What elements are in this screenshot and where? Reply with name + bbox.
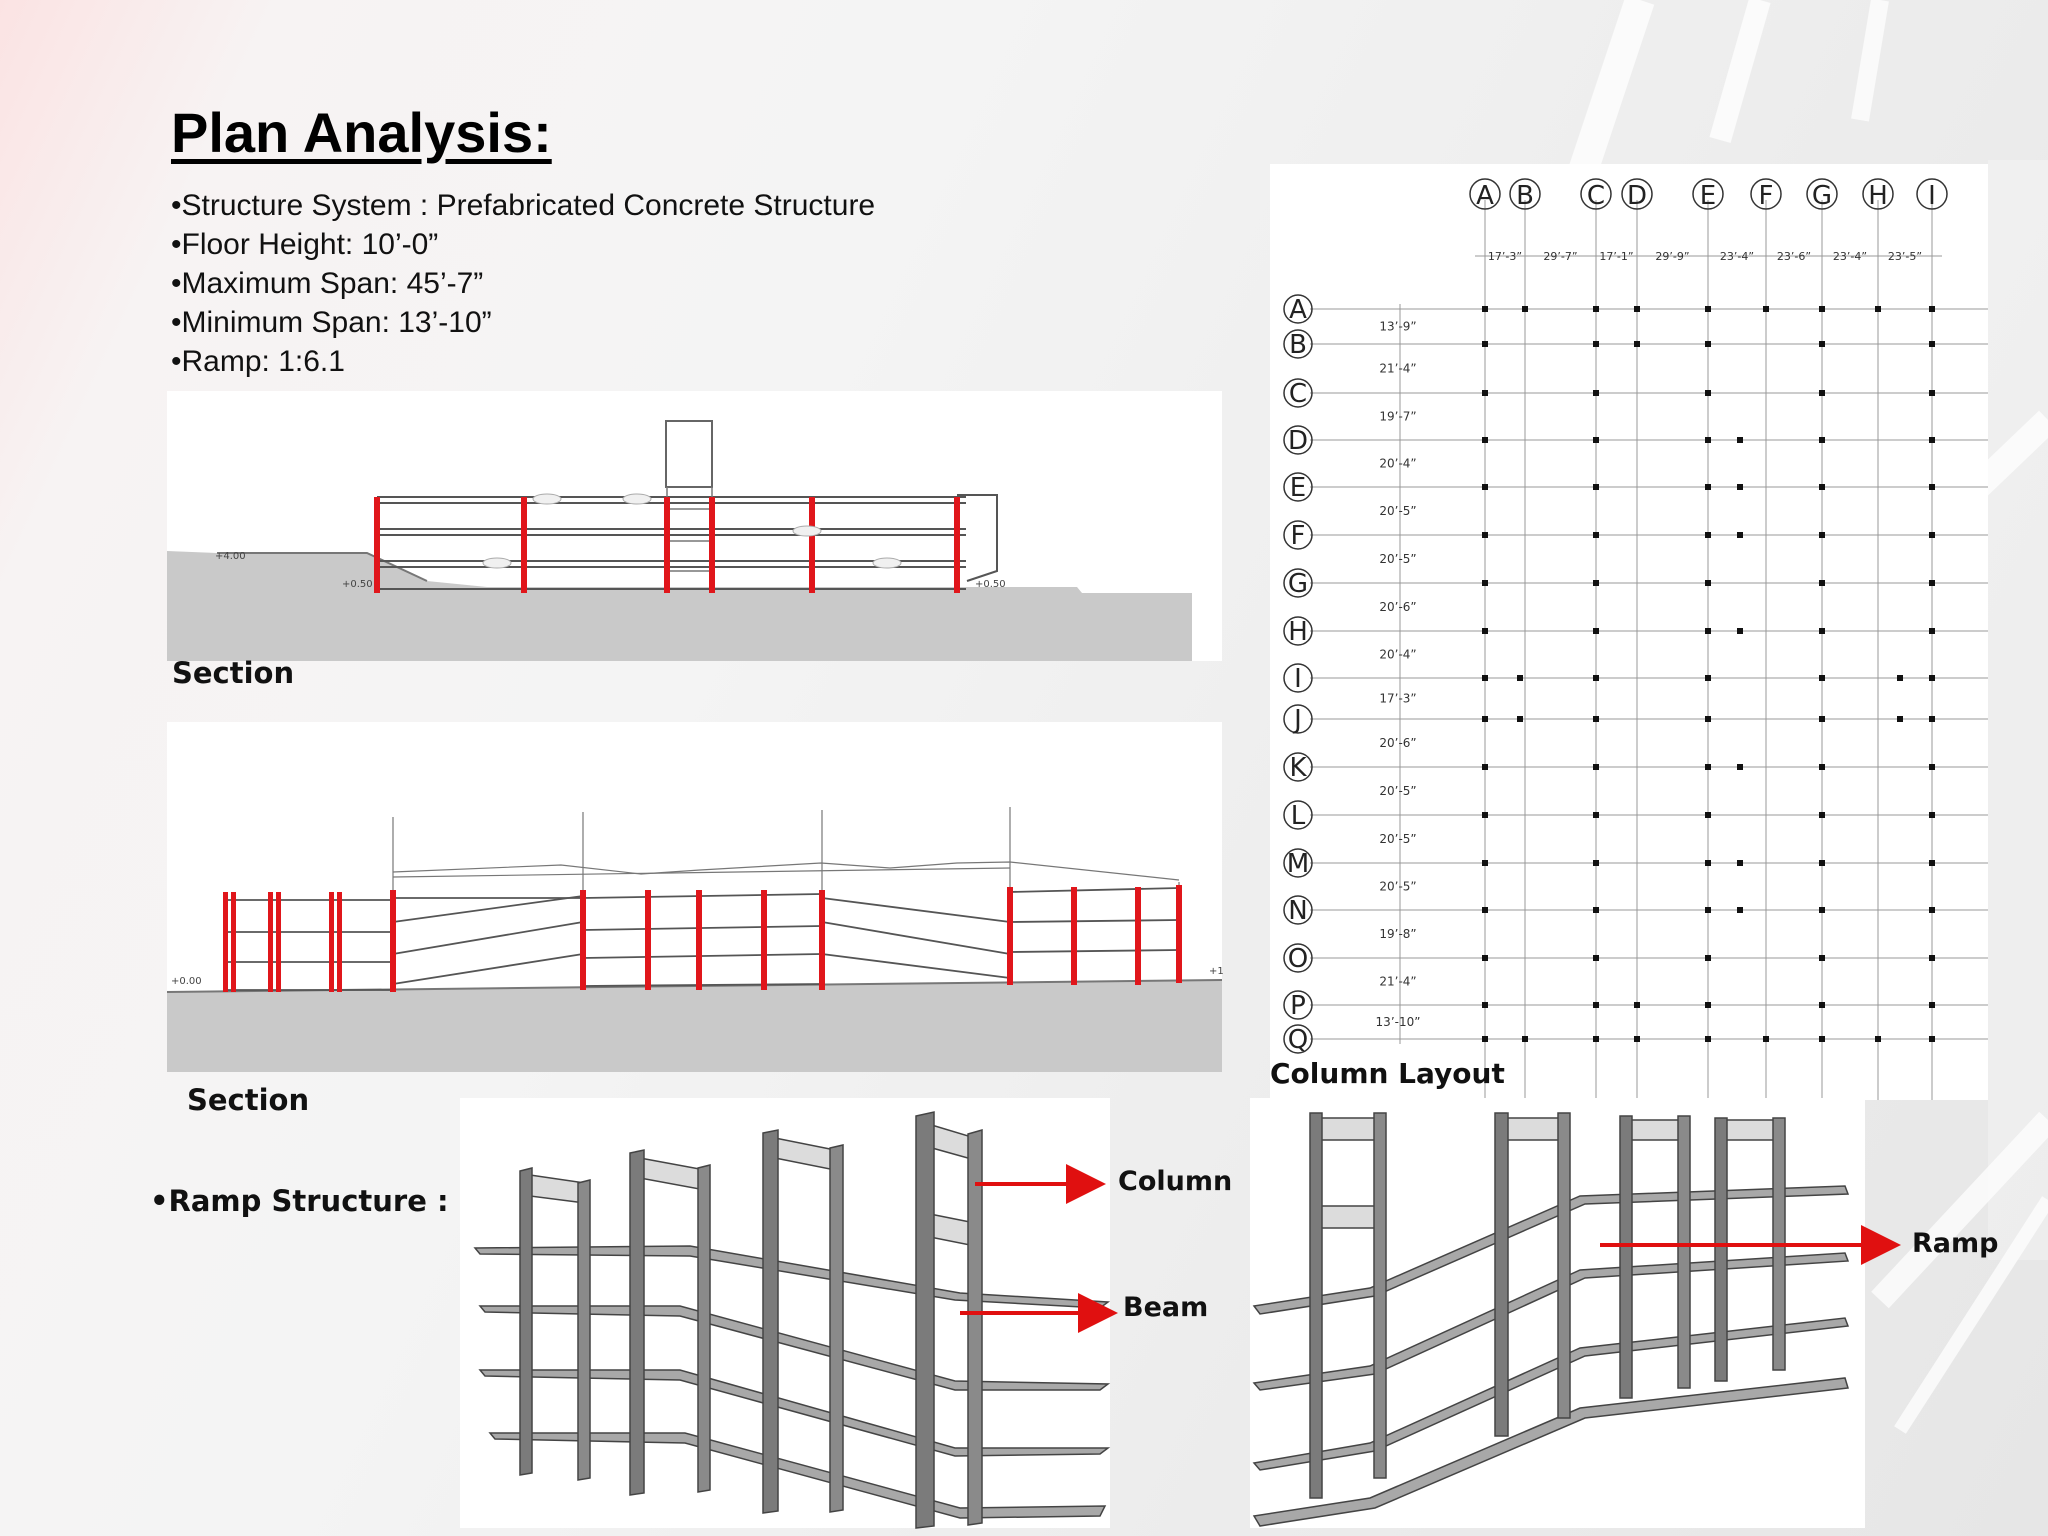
- column-point: [1482, 1002, 1488, 1008]
- row-spacing-label: 20’-4”: [1379, 647, 1417, 662]
- column-point: [1634, 1036, 1640, 1042]
- column-axis-letter: E: [1699, 181, 1717, 211]
- column-point: [1763, 306, 1769, 312]
- column-point: [1819, 437, 1825, 443]
- column-point: [1705, 1036, 1711, 1042]
- column-point: [1737, 860, 1743, 866]
- row-spacing-label: 19’-7”: [1379, 409, 1417, 424]
- column-axis-letter: D: [1626, 181, 1648, 211]
- column-point: [1593, 907, 1599, 913]
- row-axis-letter: C: [1288, 379, 1308, 409]
- row-spacing-label: 20’-5”: [1379, 784, 1417, 798]
- row-spacing-label: 20’-5”: [1379, 879, 1417, 894]
- column-point: [1819, 341, 1825, 347]
- column-point: [1737, 628, 1743, 634]
- column-point: [1819, 860, 1825, 866]
- column-point: [1705, 860, 1711, 866]
- column-point: [1482, 390, 1488, 396]
- ramp-model-right-graphic: [1250, 1098, 1865, 1528]
- column-point: [1929, 907, 1935, 913]
- column-point: [1819, 1036, 1825, 1042]
- section-2-graphic: [167, 722, 1222, 1072]
- column-point: [1482, 907, 1488, 913]
- column-point: [1634, 306, 1640, 312]
- column-point: [1705, 716, 1711, 722]
- section-1-level-high: +4.00: [215, 551, 246, 562]
- column-axis-letter: I: [1928, 181, 1936, 211]
- column-point: [1634, 341, 1640, 347]
- column-point: [1593, 955, 1599, 961]
- column-axis-letter: F: [1758, 181, 1774, 211]
- column-point: [1634, 1002, 1640, 1008]
- section-1-level-left: +0.50: [342, 579, 373, 590]
- column-spacing-label: 23’-6”: [1776, 250, 1812, 263]
- row-axis-letter: F: [1290, 521, 1306, 551]
- column-layout-caption: Column Layout: [1270, 1057, 1505, 1090]
- column-point: [1929, 716, 1935, 722]
- row-axis-letter: O: [1287, 944, 1309, 974]
- column-point: [1819, 306, 1825, 312]
- column-point: [1929, 628, 1935, 634]
- column-point: [1705, 764, 1711, 770]
- fact-structure-system: •Structure System : Prefabricated Concrete Structure: [171, 189, 876, 222]
- column-spacing-label: 17’-3”: [1487, 250, 1523, 263]
- column-point: [1875, 1036, 1881, 1042]
- column-point: [1819, 812, 1825, 818]
- column-point: [1482, 437, 1488, 443]
- column-point: [1705, 306, 1711, 312]
- row-spacing-label: 20’-4”: [1379, 456, 1417, 471]
- column-point: [1819, 716, 1825, 722]
- column-point: [1929, 764, 1935, 770]
- column-point: [1593, 675, 1599, 681]
- row-axis-letter: K: [1289, 753, 1307, 783]
- column-point: [1593, 812, 1599, 818]
- column-point: [1897, 675, 1903, 681]
- column-axis-letter: H: [1868, 181, 1888, 211]
- column-spacing-label: 23’-4”: [1719, 250, 1755, 263]
- column-point: [1593, 437, 1599, 443]
- column-point: [1929, 437, 1935, 443]
- column-point: [1593, 484, 1599, 490]
- column-point: [1522, 306, 1528, 312]
- ramp-structure-label: •Ramp Structure :: [150, 1184, 449, 1218]
- column-point: [1819, 580, 1825, 586]
- section-2-caption: Section: [187, 1083, 310, 1117]
- column-point: [1929, 580, 1935, 586]
- column-point: [1737, 764, 1743, 770]
- row-spacing-label: 13’-9”: [1379, 319, 1417, 334]
- column-point: [1482, 860, 1488, 866]
- column-layout-plan: [1270, 164, 1988, 1100]
- fact-floor-height: •Floor Height: 10’-0”: [171, 228, 439, 261]
- ramp-model-left: [460, 1098, 1110, 1528]
- column-point: [1705, 437, 1711, 443]
- row-spacing-label: 20’-6”: [1379, 600, 1417, 614]
- column-point: [1593, 580, 1599, 586]
- column-spacing-label: 29’-9”: [1655, 250, 1690, 263]
- column-point: [1705, 628, 1711, 634]
- column-point: [1482, 675, 1488, 681]
- column-spacing-label: 23’-4”: [1832, 250, 1868, 263]
- column-point: [1929, 860, 1935, 866]
- row-spacing-label: 20’-6”: [1379, 736, 1417, 750]
- section-1-graphic: [167, 391, 1222, 661]
- row-axis-letter: L: [1290, 801, 1306, 831]
- column-point: [1819, 907, 1825, 913]
- column-point: [1929, 306, 1935, 312]
- ramp-model-left-graphic: [460, 1098, 1110, 1528]
- column-point: [1482, 306, 1488, 312]
- row-axis-letter: G: [1287, 569, 1309, 599]
- column-point: [1517, 716, 1523, 722]
- fact-maximum-span: •Maximum Span: 45’-7”: [171, 267, 484, 300]
- column-point: [1737, 484, 1743, 490]
- column-point: [1593, 1036, 1599, 1042]
- row-spacing-label: 19’-8”: [1379, 927, 1417, 941]
- page-title: Plan Analysis:: [171, 101, 552, 164]
- column-point: [1593, 764, 1599, 770]
- column-point: [1593, 341, 1599, 347]
- column-point: [1482, 484, 1488, 490]
- column-point: [1593, 532, 1599, 538]
- section-drawing-1: [167, 391, 1222, 661]
- column-callout-label: Column: [1118, 1166, 1233, 1197]
- column-point: [1593, 860, 1599, 866]
- column-point: [1482, 716, 1488, 722]
- column-point: [1929, 955, 1935, 961]
- row-spacing-label: 17’-3”: [1379, 691, 1417, 706]
- structure-facts-list: [171, 186, 875, 381]
- beam-callout-label: Beam: [1123, 1292, 1209, 1323]
- column-point: [1929, 812, 1935, 818]
- column-point: [1482, 341, 1488, 347]
- column-point: [1897, 716, 1903, 722]
- row-spacing-label: 20’-5”: [1379, 504, 1417, 518]
- row-axis-letter: B: [1289, 330, 1307, 360]
- row-axis-letter: Q: [1287, 1025, 1309, 1055]
- column-point: [1705, 955, 1711, 961]
- row-axis-letter: H: [1288, 617, 1308, 647]
- column-point: [1593, 716, 1599, 722]
- column-point: [1929, 484, 1935, 490]
- column-axis-letter: C: [1586, 181, 1606, 211]
- column-point: [1929, 1002, 1935, 1008]
- column-point: [1929, 675, 1935, 681]
- column-point: [1929, 532, 1935, 538]
- column-point: [1737, 532, 1743, 538]
- column-point: [1705, 907, 1711, 913]
- column-axis-letter: A: [1476, 181, 1494, 211]
- ramp-callout-label: Ramp: [1912, 1228, 1999, 1259]
- column-point: [1929, 1036, 1935, 1042]
- column-point: [1875, 306, 1881, 312]
- column-point: [1482, 1036, 1488, 1042]
- section-2-level-left: +0.00: [171, 976, 202, 987]
- column-point: [1482, 532, 1488, 538]
- column-point: [1705, 580, 1711, 586]
- column-point: [1482, 812, 1488, 818]
- column-spacing-label: 23’-5”: [1887, 250, 1923, 263]
- column-point: [1819, 484, 1825, 490]
- column-point: [1705, 675, 1711, 681]
- column-point: [1593, 1002, 1599, 1008]
- column-point: [1705, 1002, 1711, 1008]
- column-grid-graphic: [1270, 164, 1988, 1100]
- row-spacing-label: 20’-5”: [1379, 552, 1417, 566]
- column-point: [1929, 341, 1935, 347]
- column-point: [1522, 1036, 1528, 1042]
- column-point: [1819, 1002, 1825, 1008]
- column-spacing-label: 29’-7”: [1543, 250, 1578, 263]
- row-axis-letter: P: [1290, 991, 1306, 1021]
- row-axis-letter: J: [1294, 705, 1302, 735]
- fact-ramp-slope: •Ramp: 1:6.1: [171, 345, 345, 378]
- column-axis-letter: G: [1811, 181, 1833, 211]
- column-point: [1819, 532, 1825, 538]
- column-point: [1819, 628, 1825, 634]
- column-point: [1819, 764, 1825, 770]
- ramp-model-right: [1250, 1098, 1865, 1528]
- section-1-caption: Section: [172, 656, 295, 690]
- column-point: [1482, 764, 1488, 770]
- column-point: [1737, 907, 1743, 913]
- section-1-level-right: +0.50: [975, 579, 1006, 590]
- row-axis-letter: N: [1288, 896, 1308, 926]
- column-point: [1517, 675, 1523, 681]
- section-drawing-2: [167, 722, 1222, 1072]
- row-axis-letter: I: [1294, 664, 1302, 694]
- column-point: [1482, 580, 1488, 586]
- row-axis-letter: A: [1289, 295, 1307, 325]
- column-point: [1705, 341, 1711, 347]
- column-point: [1705, 812, 1711, 818]
- column-point: [1593, 390, 1599, 396]
- section-2-level-right: +1: [1209, 966, 1224, 977]
- column-point: [1763, 1036, 1769, 1042]
- column-axis-letter: B: [1516, 181, 1534, 211]
- column-point: [1593, 306, 1599, 312]
- column-point: [1737, 437, 1743, 443]
- row-spacing-label: 21’-4”: [1379, 974, 1417, 989]
- fact-minimum-span: •Minimum Span: 13’-10”: [171, 306, 492, 339]
- column-point: [1593, 628, 1599, 634]
- row-spacing-label: 20’-5”: [1379, 832, 1417, 846]
- column-point: [1819, 955, 1825, 961]
- column-point: [1705, 532, 1711, 538]
- column-spacing-label: 17’-1”: [1599, 250, 1634, 263]
- column-point: [1705, 390, 1711, 396]
- row-spacing-label: 21’-4”: [1379, 361, 1417, 376]
- column-point: [1482, 955, 1488, 961]
- row-axis-letter: E: [1289, 473, 1307, 503]
- row-axis-letter: M: [1286, 849, 1310, 879]
- column-point: [1705, 484, 1711, 490]
- column-point: [1819, 390, 1825, 396]
- column-point: [1819, 675, 1825, 681]
- row-spacing-label: 13’-10”: [1375, 1015, 1421, 1029]
- column-point: [1929, 390, 1935, 396]
- row-axis-letter: D: [1287, 426, 1309, 456]
- column-point: [1482, 628, 1488, 634]
